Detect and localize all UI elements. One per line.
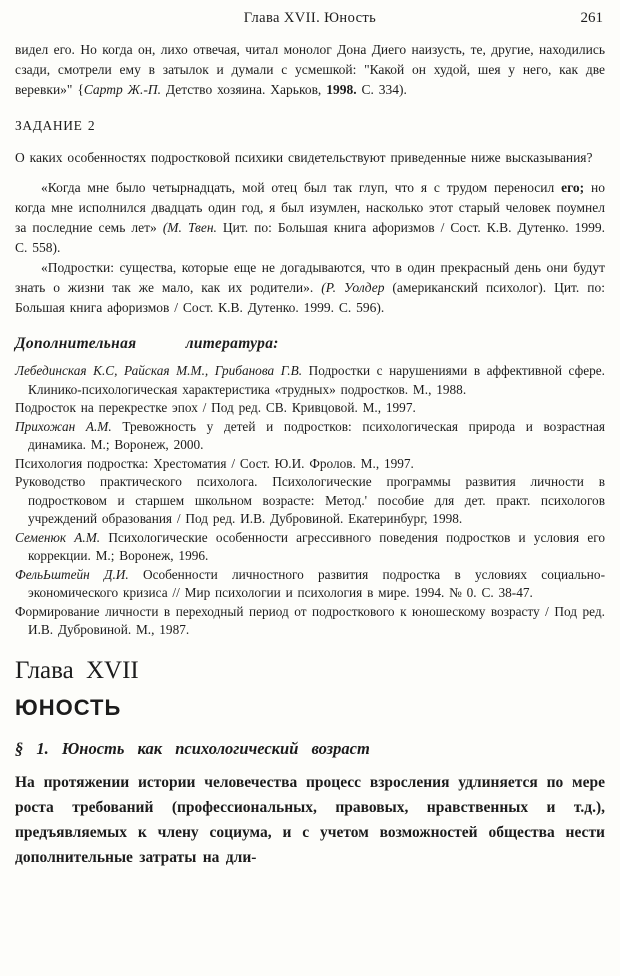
page-number: 261 (580, 10, 603, 26)
page-body (15, 40, 605, 870)
bibliography-entry: Психология подростка: Хрестоматия / Сост. Ю.И. Фролов. М., 1997. (15, 455, 414, 471)
bibliography-entry: Формирование личности в переходный период от подросткового к юношескому возрасту / Под ред. И.В. Дубровиной. М., 1987. (15, 603, 605, 637)
running-title: Глава XVII. Юность (243, 10, 377, 26)
paragraph-sartre-quote: видел его. Но когда он, лихо отвечая, читал монолог Дона Диего наизусть, те, другие, находились сзади, смотрели ему в затылок и думали с усмешкой: "Какой он худой, шея у него, как две веревки»" {Сартр Ж.-П. Детство хозяина. Харьков, 1998. С. 334). (15, 42, 605, 97)
literature-heading: Дополнительная литература: (15, 335, 279, 352)
chapter-title: ЮНОСТЬ (15, 694, 122, 720)
task-heading: ЗАДАНИЕ 2 (15, 118, 96, 133)
bibliography-entry: ФельЬштейн Д.И. Особенности личностного развития подростка в условиях социально-экономического кризиса // Мир психологии и психология в мире. 1994. № 0. С. 38-47. (15, 566, 605, 600)
bibliography-entry: Лебединская К.С, Райская М.М., Грибанова Г.В. Подростки с нарушениями в аффективной сфере. Клинико-психологическая характеристика «трудных» подростков. М., 1988. (15, 363, 605, 397)
chapter-number: Глава XVII (15, 656, 139, 684)
bibliography-entry: Руководство практического психолога. Психологические программы развития личности в подростковом и старшем школьном возрасте: Метод.' пособие для дет. практ. психологов учреждений образования / Под ред. И.В. Дубровиной. Екатеринбург, 1998. (15, 474, 605, 526)
bibliography-entry: Подросток на перекрестке эпох / Под ред. СВ. Кривцовой. М., 1997. (15, 400, 416, 415)
task-question: О каких особенностях подростковой психики свидетельствуют приведенные ниже высказывания? (15, 150, 593, 165)
aphorism-twain: «Когда мне было четырнадцать, мой отец был так глуп, что я с трудом переносил его; но когда мне исполнился двадцать один год, я был изумлен, насколько этот старый человек поумнел за последние семь лет» (М. Твен. Цит. по: Большая книга афоризмов / Сост. К.В. Дутенко. 1999. С. 558). (15, 180, 606, 255)
bibliography-entry: Прихожан А.М. Тревожность у детей и подростков: психологическая природа и возрастная динамика. М.; Воронеж, 2000. (15, 418, 605, 452)
page-header (15, 10, 605, 32)
bibliography-entry: Семенюк А.М. Психологические особенности агрессивного поведения подростков и условия его коррекции. М.; Воронеж, 1996. (15, 529, 605, 563)
aphorism-walder: «Подростки: существа, которые еще не догадываются, что в один прекрасный день они будут знать о жизни так же мало, как их родители». (Р. Уолдер (американский психолог). Цит. по: Большая книга афоризмов / Сост. К.В. Дутенко. 1999. С. 596). (15, 260, 605, 315)
section-heading: § 1. Юность как психологический возраст (15, 738, 370, 758)
lead-paragraph: На протяжении истории человечества процесс взросления удлиняется по мере роста требований (профессиональных, правовых, нравственных и т.д.), предъявляемых к члену социума, и с учетом возможностей общества нести дополнительные затраты на дли- (15, 773, 605, 866)
